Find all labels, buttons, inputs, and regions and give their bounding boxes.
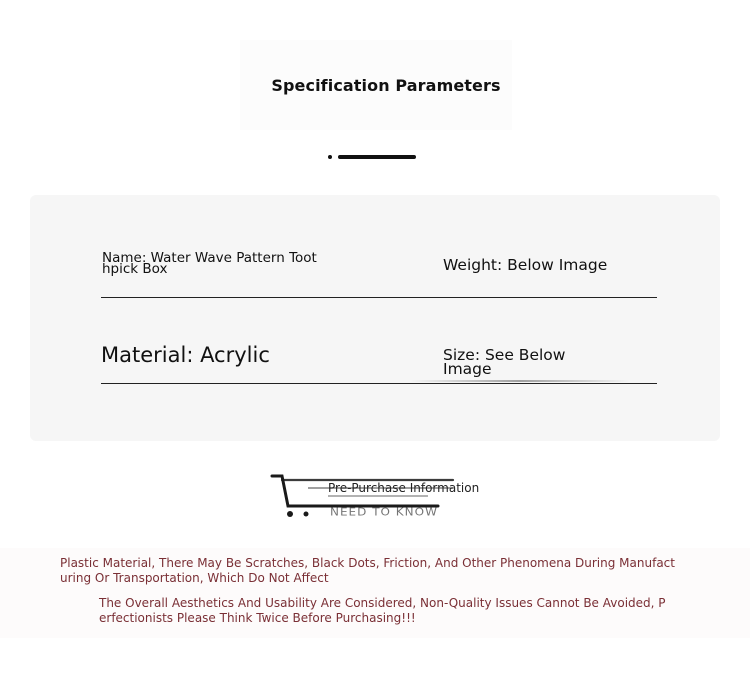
spec-divider [101,383,657,384]
notice-text: The Overall Aesthetics And Usability Are Considered, Non-Quality Issues Cannot Be Avoided, Perfectionists Please Think Twice Before Purchasing!!! [99,596,666,625]
banner-title: Pre-Purchase Information [328,481,480,495]
notice-text: Plastic Material, There May Be Scratches, Black Dots, Friction, And Other Phenomena During Manufacturing Or Transportation, Which Do Not Affect [60,556,675,585]
spec-name: Name: Water Wave Pattern Toothpick Box [102,250,317,277]
spec-material: Material: Acrylic [101,343,270,367]
spec-divider [101,297,657,298]
spec-size: Size: See Below Image [443,346,566,378]
spec-weight: Weight: Below Image [443,256,608,274]
spec-panel [30,195,720,441]
brush-stroke-decoration [410,380,630,382]
page-title: Specification Parameters [271,76,501,95]
title-decoration-dot [328,155,332,159]
title-decoration-bar [338,155,416,159]
banner-subtitle: NEED TO KNOW [330,505,438,519]
